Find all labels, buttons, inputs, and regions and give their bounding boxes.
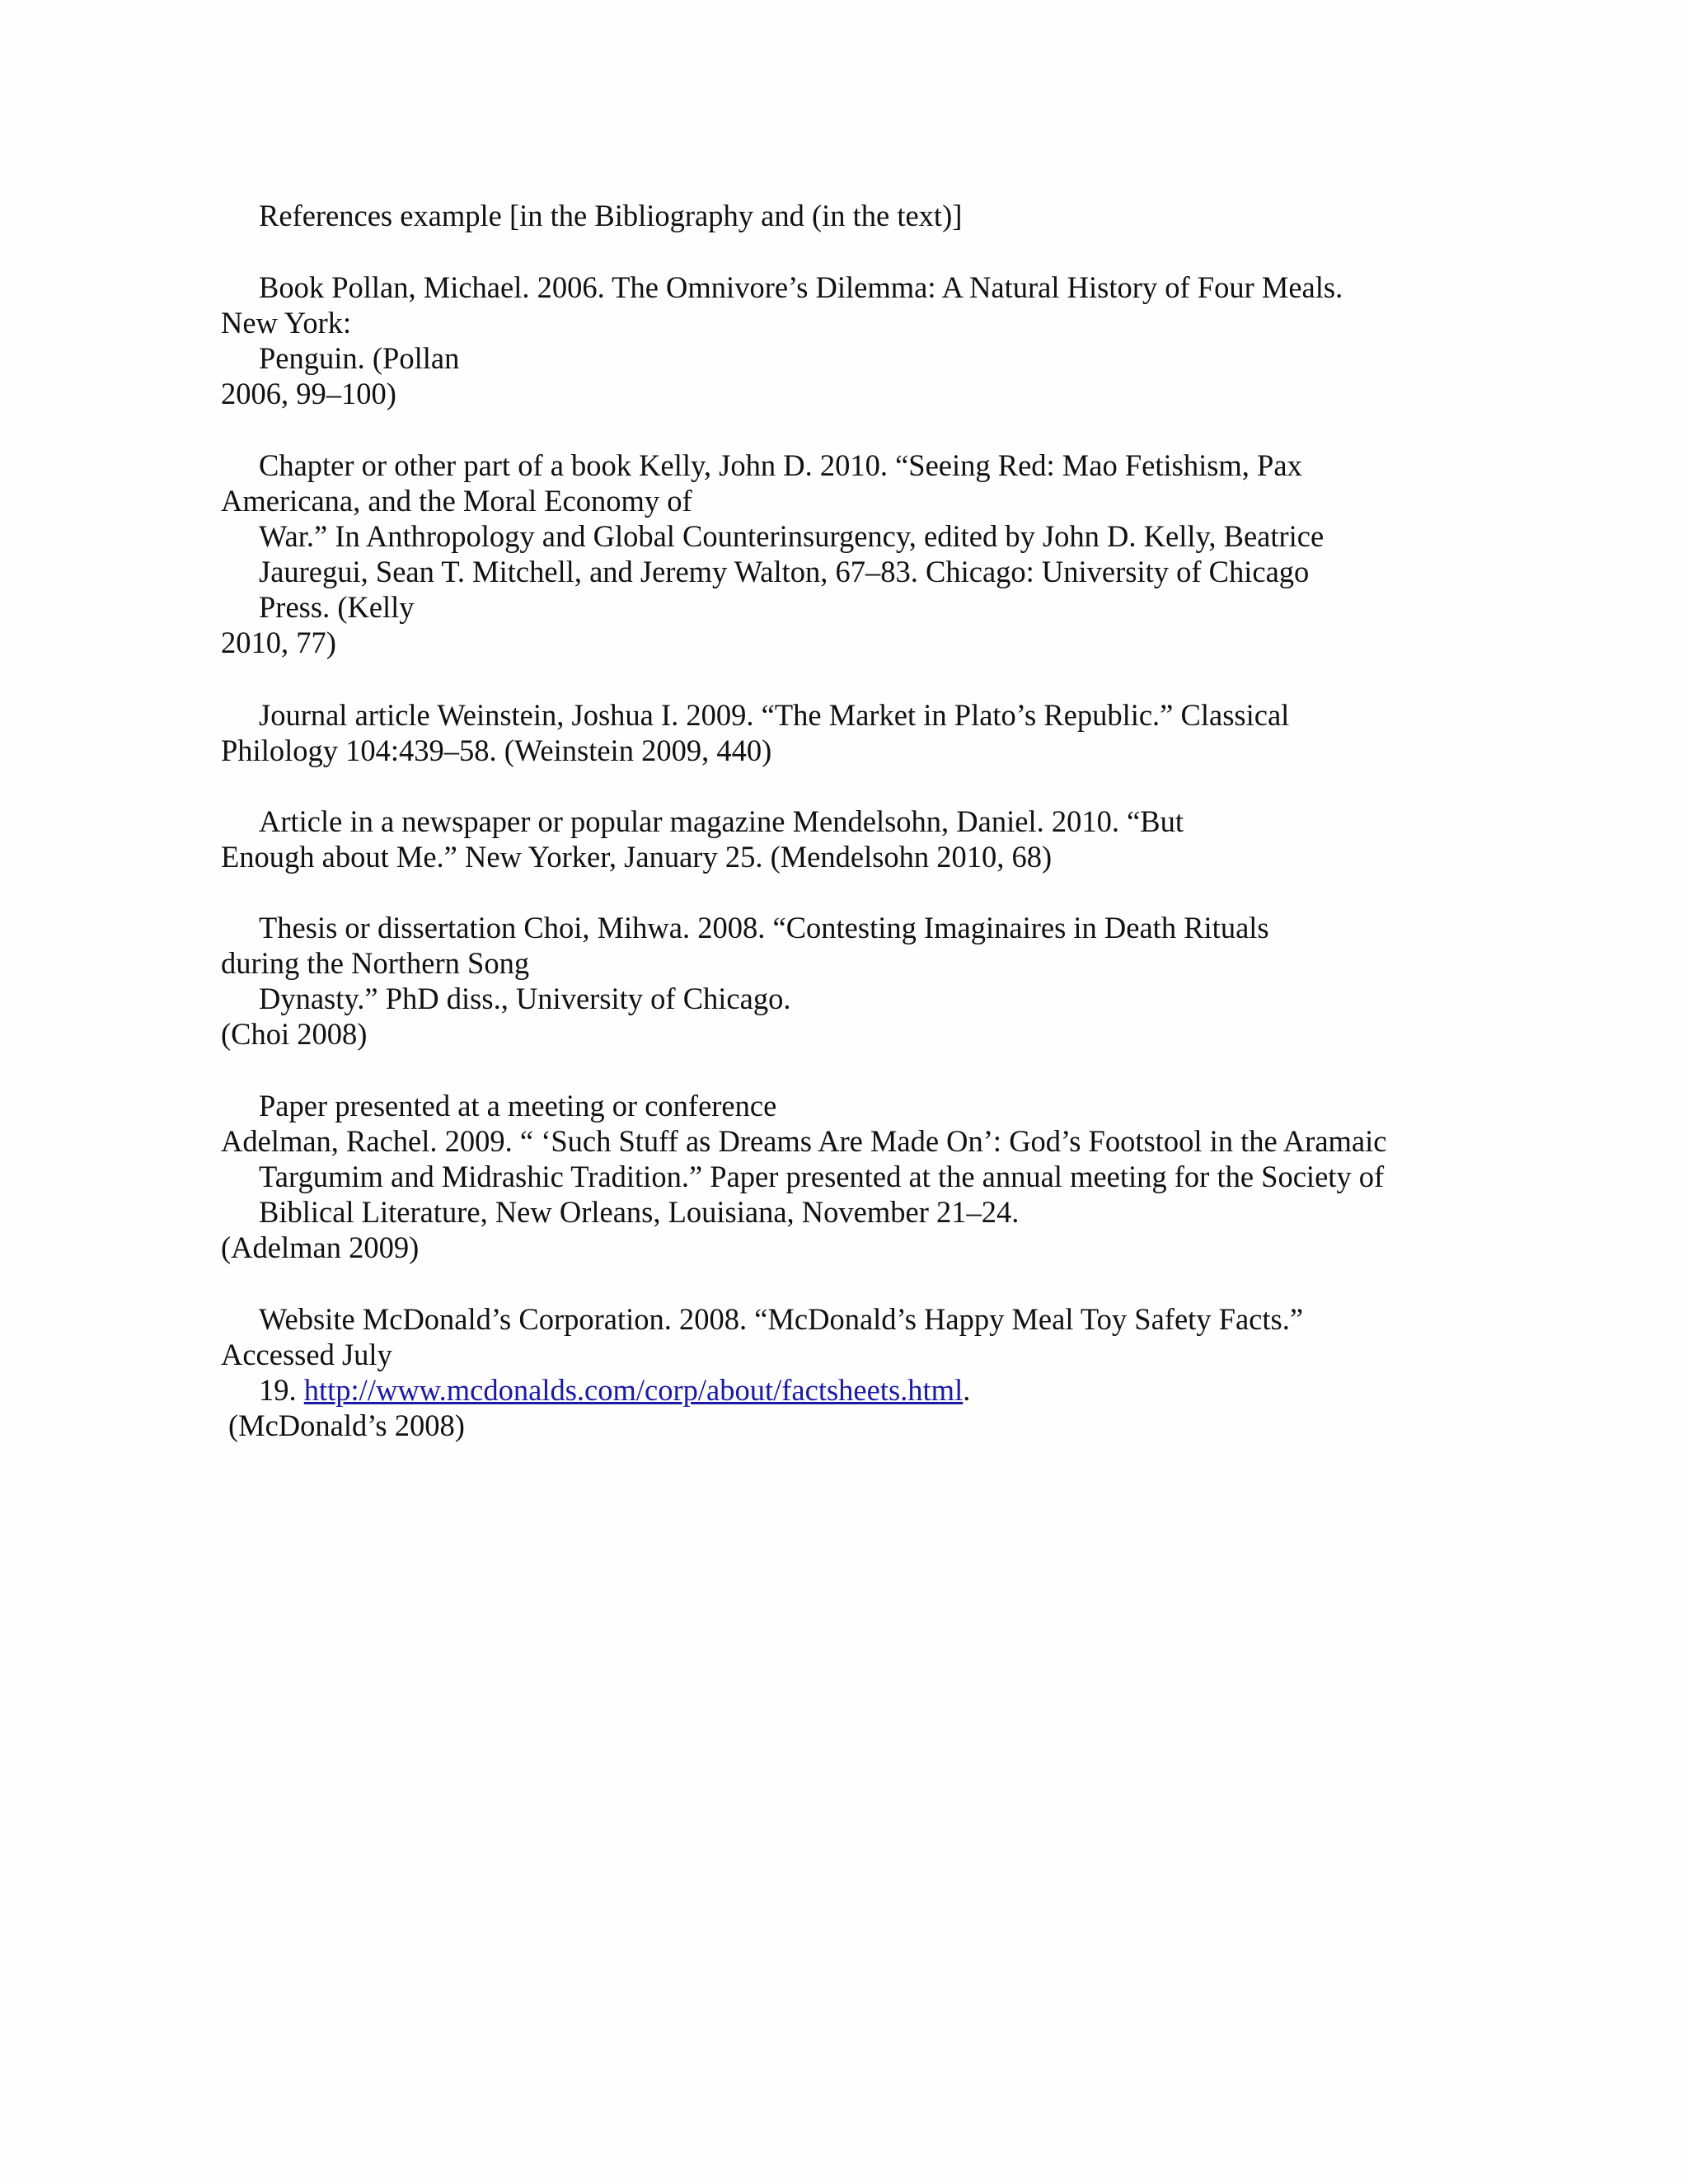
url-suffix: . [963,1373,971,1407]
entry-thesis-line-1: Thesis or dissertation Choi, Mihwa. 2008. “Contesting Imaginaires in Death Rituals [259,911,1269,944]
url-prefix: 19. [259,1373,304,1407]
factsheets-link[interactable]: http://www.mcdonalds.com/corp/about/factsheets.html [303,1373,964,1407]
entry-chapter-line-3: War.” In Anthropology and Global Counterinsurgency, edited by John D. Kelly, Beatrice [259,519,1325,553]
entry-conference-line-2: Adelman, Rachel. 2009. “ ‘Such Stuff as Dreams Are Made On’: God’s Footstool in the Aramaic [221,1124,1387,1158]
entry-conference-line-3: Targumim and Midrashic Tradition.” Paper presented at the annual meeting for the Society of [259,1160,1385,1193]
entry-chapter-line-1: Chapter or other part of a book Kelly, John D. 2010. “Seeing Red: Mao Fetishism, Pax [259,448,1302,482]
entry-thesis-line-2: during the Northern Song [221,946,530,980]
entry-chapter-line-4: Jauregui, Sean T. Mitchell, and Jeremy Walton, 67–83. Chicago: University of Chicago [259,555,1310,588]
entry-book-line-3: Penguin. (Pollan [259,341,460,375]
entry-book-line-4: 2006, 99–100) [221,377,396,410]
entry-thesis-line-3: Dynasty.” PhD diss., University of Chicago. [259,982,791,1015]
entry-website-line-1: Website McDonald’s Corporation. 2008. “McDonald’s Happy Meal Toy Safety Facts.” [259,1302,1304,1336]
entry-journal-line-1: Journal article Weinstein, Joshua I. 2009. “The Market in Plato’s Republic.” Classical [259,698,1290,732]
entry-website-line-3 [259,1372,970,1408]
entry-chapter-line-5: Press. (Kelly [259,590,415,624]
entry-website-citation: (McDonald’s 2008) [228,1408,465,1442]
entry-chapter-line-6: 2010, 77) [221,626,336,659]
entry-magazine-line-2: Enough about Me.” New Yorker, January 25. (Mendelsohn 2010, 68) [221,840,1053,874]
entry-book-line-1: Book Pollan, Michael. 2006. The Omnivore’s Dilemma: A Natural History of Four Meals. [259,270,1343,304]
entry-book-line-2: New York: [221,306,352,340]
entry-website-line-2: Accessed July [221,1338,392,1371]
entry-conference-line-5: (Adelman 2009) [221,1230,420,1264]
references-heading: References example [in the Bibliography and (in the text)] [259,199,963,232]
entry-conference-line-1: Paper presented at a meeting or conference [259,1089,777,1122]
entry-thesis-line-4: (Choi 2008) [221,1017,368,1051]
entry-journal-line-2: Philology 104:439–58. (Weinstein 2009, 440) [221,733,772,767]
entry-conference-line-4: Biblical Literature, New Orleans, Louisiana, November 21–24. [259,1195,1020,1229]
entry-chapter-line-2: Americana, and the Moral Economy of [221,484,692,518]
entry-magazine-line-1: Article in a newspaper or popular magazine Mendelsohn, Daniel. 2010. “But [259,804,1184,838]
